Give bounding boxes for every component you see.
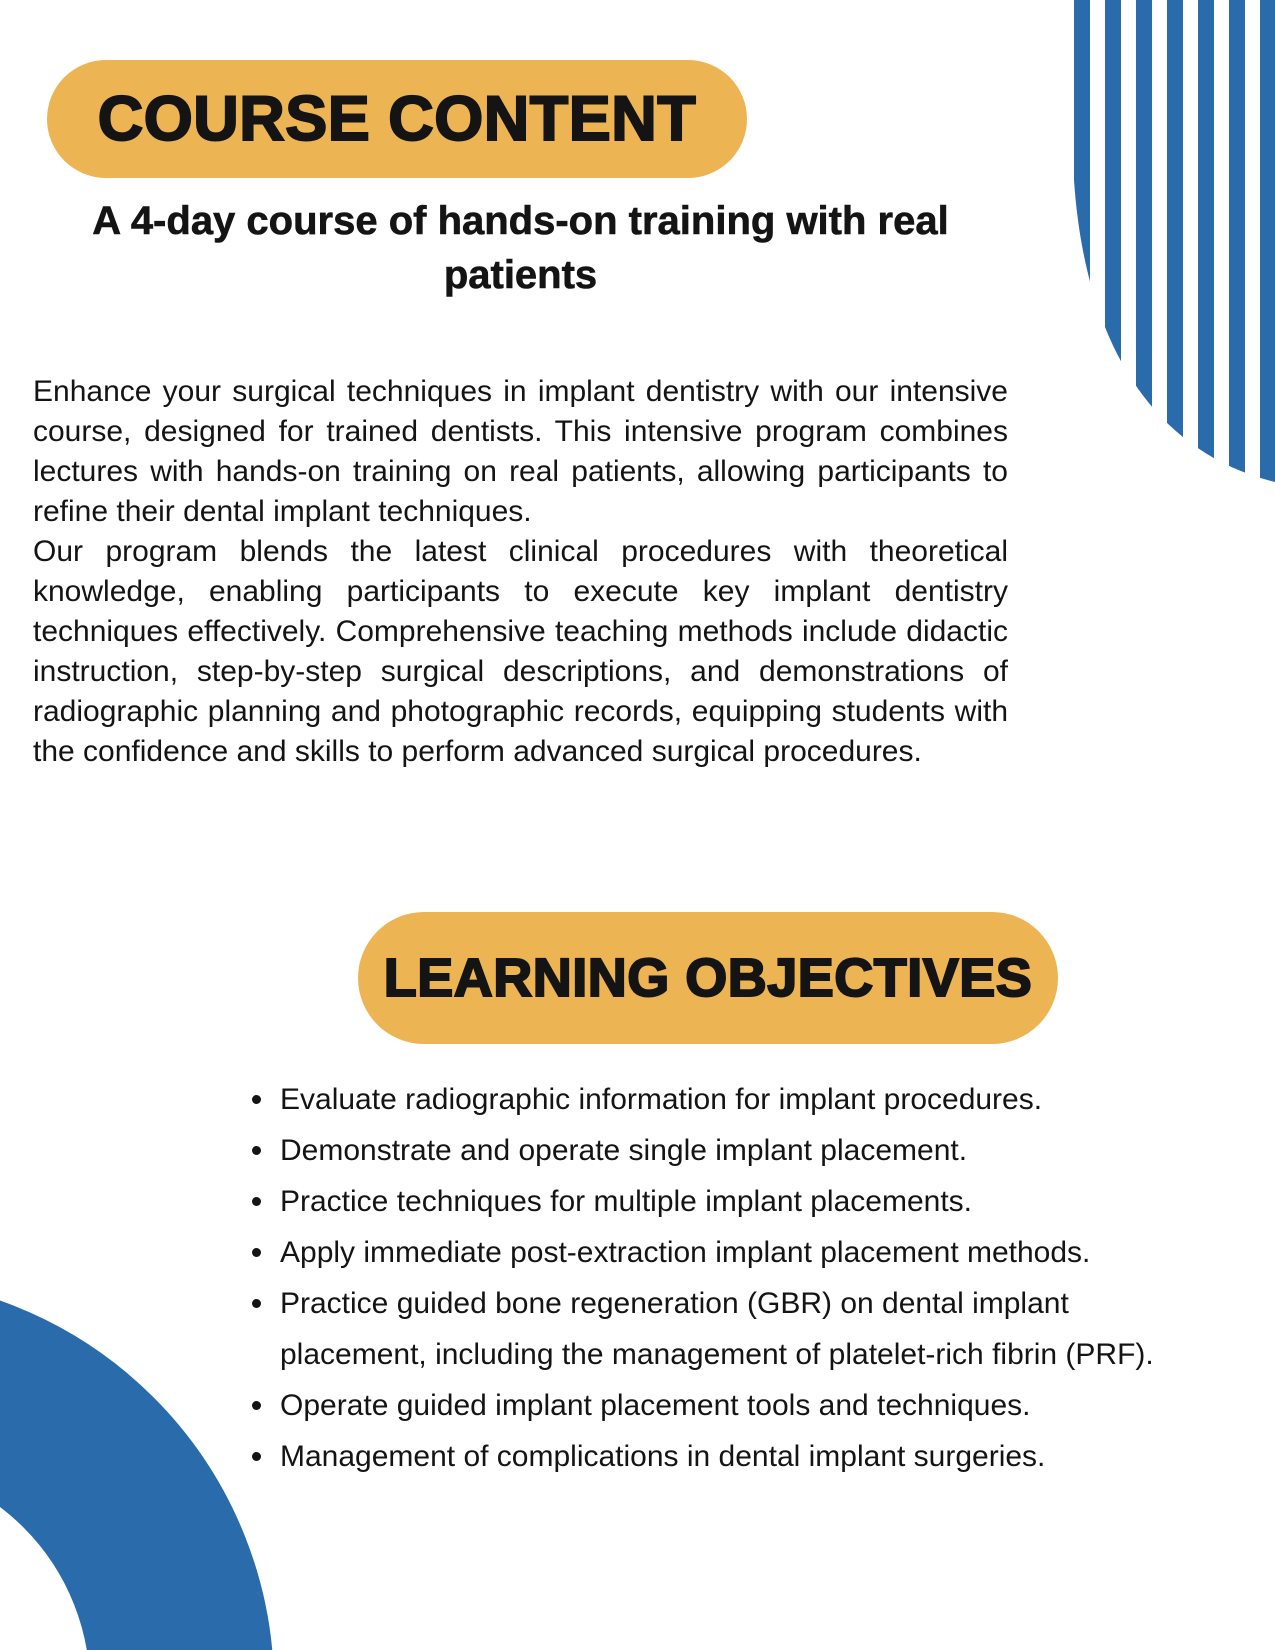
learning-objectives-badge [358,912,1058,1044]
course-subtitle: A 4-day course of hands-on training with real patients [92,199,949,297]
objective-item: Practice techniques for multiple implant placements. [240,1176,1155,1227]
course-content-badge [47,60,747,178]
description-paragraph: Our program blends the latest clinical procedures with theoretical knowledge, enabling participants to execute key implant dentistry techniques effectively. Comprehensive teaching methods include didactic instruction, step-by-step surgical descriptions, and demonstrations of radiographic planning and photographic records, equipping students with the confidence and skills to perform advanced surgical procedures. [33,535,1008,768]
stripes-decoration [1074,0,1275,482]
course-content-title: COURSE CONTENT [97,84,697,154]
description-paragraph: Enhance your surgical techniques in implant dentistry with our intensive course, designed for trained dentists. This intensive program combines lectures with hands-on training on real patients, allowing participants to refine their dental implant techniques. [33,375,1008,528]
learning-objectives-title: LEARNING OBJECTIVES [383,948,1033,1008]
objective-item: Evaluate radiographic information for implant procedures. [240,1074,1155,1125]
objective-item: Demonstrate and operate single implant placement. [240,1125,1155,1176]
vertical-stripes-icon [1074,0,1275,482]
objective-item: Management of complications in dental implant surgeries. [240,1431,1155,1482]
objective-item: Practice guided bone regeneration (GBR) on dental implant placement, including the management of platelet-rich fibrin (PRF). [240,1278,1155,1380]
objective-item: Operate guided implant placement tools and techniques. [240,1380,1155,1431]
course-description [33,372,1008,772]
quarter-ring-icon [0,1290,290,1650]
objective-item: Apply immediate post-extraction implant placement methods. [240,1227,1155,1278]
ring-decoration [0,1290,290,1650]
objectives-list [240,1074,1155,1482]
